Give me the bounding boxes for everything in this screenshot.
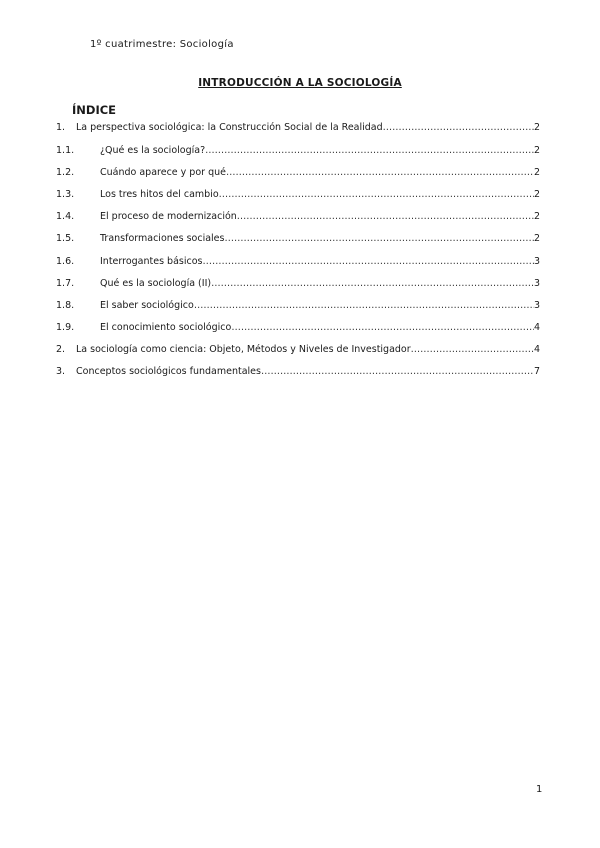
toc-entry-number: 1. (56, 122, 66, 133)
toc-entry[interactable] (56, 256, 540, 270)
toc-entry-number: 1.1. (56, 145, 75, 156)
toc-leader-dots (383, 122, 534, 133)
toc-entry-number: 1.8. (56, 300, 75, 311)
toc-entry-title: Conceptos sociológicos fundamentales (76, 366, 261, 377)
toc-entry[interactable] (56, 189, 540, 203)
toc-entry-title: La perspectiva sociológica: la Construcción Social de la Realidad (76, 122, 383, 133)
toc-entry-title: El conocimiento sociológico (100, 322, 232, 333)
toc-entry-title: La sociología como ciencia: Objeto, Métodos y Niveles de Investigador (76, 344, 411, 355)
page-number: 1 (536, 784, 543, 795)
toc-leader-dots (211, 278, 534, 289)
toc-leader-dots (231, 322, 534, 333)
toc-entry-page: 7 (533, 366, 540, 377)
toc-leader-dots (261, 366, 534, 377)
toc-entry-page: 3 (533, 256, 540, 267)
toc-entry-number: 2. (56, 344, 66, 355)
toc-leader-dots (205, 145, 534, 156)
toc-leader-dots (219, 189, 534, 200)
toc-entry-number: 1.7. (56, 278, 75, 289)
toc-entry[interactable] (56, 344, 540, 358)
toc-heading: ÍNDICE (72, 103, 117, 117)
toc-leader-dots (202, 256, 533, 267)
toc-leader-dots (226, 167, 534, 178)
toc-entry-page: 2 (533, 122, 540, 133)
toc-leader-dots (411, 344, 534, 355)
toc-entry[interactable] (56, 300, 540, 314)
toc-entry[interactable] (56, 122, 540, 136)
document-title: INTRODUCCIÓN A LA SOCIOLOGÍA (198, 77, 402, 89)
toc-leader-dots (237, 211, 534, 222)
toc-entry-number: 1.5. (56, 233, 75, 244)
toc-entry[interactable] (56, 145, 540, 159)
document-header: 1º cuatrimestre: Sociología (90, 39, 234, 50)
toc-entry-title: El proceso de modernización (100, 211, 237, 222)
toc-entry-title: Interrogantes básicos (100, 256, 203, 267)
toc-entry-title: Cuándo aparece y por qué (100, 167, 226, 178)
toc-entry-title: ¿Qué es la sociología? (100, 145, 206, 156)
toc-entry-page: 2 (533, 211, 540, 222)
toc-entry-title: El saber sociológico (100, 300, 194, 311)
toc-entry[interactable] (56, 278, 540, 292)
toc-entry-page: 4 (533, 344, 540, 355)
toc-entry[interactable] (56, 233, 540, 247)
toc-entry-number: 1.3. (56, 189, 75, 200)
toc-leader-dots (194, 300, 534, 311)
toc-entry-page: 2 (533, 167, 540, 178)
toc-entry[interactable] (56, 322, 540, 336)
toc-entry-title: Qué es la sociología (II) (100, 278, 212, 289)
toc-entry-page: 3 (533, 278, 540, 289)
toc-entry-number: 1.2. (56, 167, 75, 178)
toc-entry-page: 2 (533, 233, 540, 244)
toc-entry[interactable] (56, 211, 540, 225)
toc-entry-number: 1.6. (56, 256, 75, 267)
toc-entry[interactable] (56, 167, 540, 181)
toc-entry-number: 1.4. (56, 211, 75, 222)
toc-entry-page: 2 (533, 145, 540, 156)
toc-entry-page: 4 (533, 322, 540, 333)
toc-entry-number: 3. (56, 366, 66, 377)
toc-entry-title: Los tres hitos del cambio (100, 189, 219, 200)
toc-entry-page: 3 (533, 300, 540, 311)
toc-entry-number: 1.9. (56, 322, 75, 333)
toc-entry-page: 2 (533, 189, 540, 200)
toc-leader-dots (224, 233, 533, 244)
toc-entry-title: Transformaciones sociales (100, 233, 225, 244)
toc-entry[interactable] (56, 366, 540, 380)
